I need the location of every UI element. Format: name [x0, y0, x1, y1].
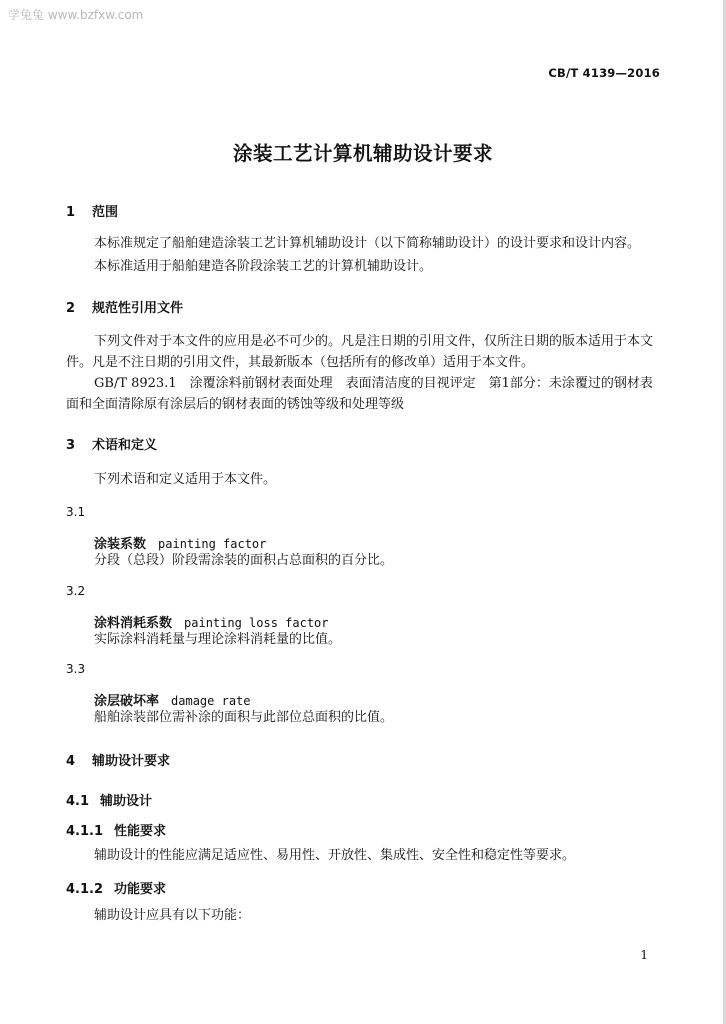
paragraph: 本标准适用于船舶建造各阶段涂装工艺的计算机辅助设计。: [94, 259, 433, 274]
section-3-heading: [66, 434, 157, 453]
subsection-4-1-heading: [66, 790, 152, 809]
term-zh: 涂装系数: [94, 537, 147, 552]
subsection-number: 4.1.2: [66, 882, 104, 897]
paragraph: 件。凡是不注日期的引用文件，其最新版本（包括所有的修改单）适用于本文件。: [66, 355, 535, 370]
standard-code: CB/T 4139—2016: [548, 66, 660, 80]
term-en: painting factor: [158, 537, 267, 551]
term-en: damage rate: [171, 694, 251, 708]
normative-reference: 面和全面清除原有涂层后的钢材表面的锈蚀等级和处理等级: [66, 397, 405, 412]
page-title: 涂装工艺计算机辅助设计要求: [232, 142, 493, 165]
section-number: 3: [66, 438, 76, 453]
paragraph: 本标准规定了船舶建造涂装工艺计算机辅助设计（以下简称辅助设计）的设计要求和设计内容。: [94, 236, 641, 251]
section-number: 1: [66, 205, 76, 220]
subsection-number: 4.1: [66, 794, 90, 809]
paragraph: 下列文件对于本文件的应用是必不可少的。凡是注日期的引用文件，仅所注日期的版本适用于本文: [94, 334, 654, 349]
section-title: 术语和定义: [92, 438, 158, 453]
paragraph: 下列术语和定义适用于本文件。: [94, 472, 277, 487]
subsection-4-1-1-heading: [66, 820, 166, 839]
term-definition: 船舶涂装部位需补涂的面积与此部位总面积的比值。: [94, 710, 394, 725]
watermark-text: 学兔兔 www.bzfxw.com: [8, 8, 144, 22]
section-number: 4: [66, 754, 76, 769]
subsection-title: 功能要求: [114, 882, 167, 897]
term-number: 3.1: [66, 505, 86, 519]
subsection-4-1-2-heading: [66, 878, 166, 897]
normative-reference: GB/T 8923.1 涂覆涂料前钢材表面处理 表面清洁度的目视评定 第1部分：未涂覆过的钢材表: [94, 376, 653, 391]
section-4-heading: [66, 750, 170, 769]
term-zh: 涂层破坏率: [94, 694, 160, 709]
paragraph: 辅助设计应具有以下功能：: [94, 908, 251, 923]
subsection-title: 性能要求: [114, 824, 167, 839]
term-definition: 实际涂料消耗量与理论涂料消耗量的比值。: [94, 632, 342, 647]
section-title: 规范性引用文件: [92, 301, 184, 316]
section-title: 范围: [92, 205, 119, 220]
paragraph: 辅助设计的性能应满足适应性、易用性、开放性、集成性、安全性和稳定性等要求。: [94, 848, 576, 863]
term-definition: 分段（总段）阶段需涂装的面积占总面积的百分比。: [94, 553, 394, 568]
subsection-number: 4.1.1: [66, 824, 104, 839]
term-en: painting loss factor: [184, 616, 329, 630]
term-zh: 涂料消耗系数: [94, 616, 173, 631]
term-number: 3.3: [66, 662, 86, 676]
section-2-heading: [66, 297, 183, 316]
term-number: 3.2: [66, 584, 86, 598]
subsection-title: 辅助设计: [100, 794, 153, 809]
section-title: 辅助设计要求: [92, 754, 171, 769]
section-number: 2: [66, 301, 76, 316]
section-1-heading: [66, 201, 118, 220]
page-number: 1: [640, 948, 648, 962]
